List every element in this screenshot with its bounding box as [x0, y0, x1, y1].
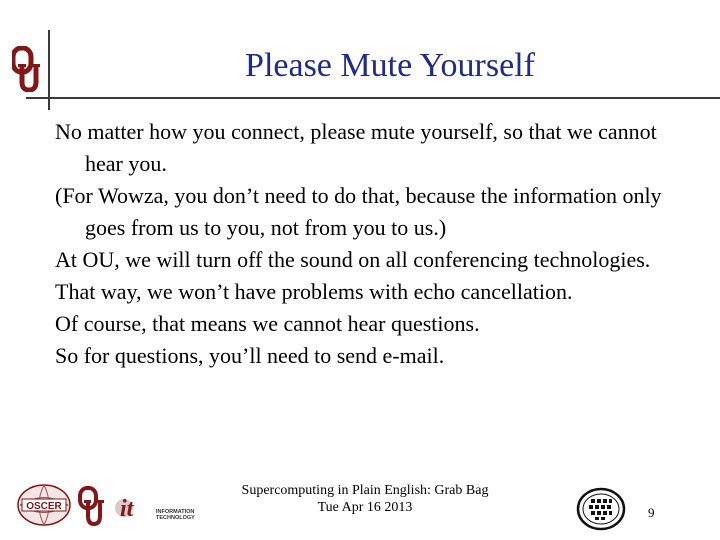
footer-logos [14, 480, 204, 530]
slide-title: Please Mute Yourself [245, 47, 535, 84]
bullet-paragraph: No matter how you connect, please mute yourself, so that we cannot hear you. [55, 119, 657, 176]
footer-course-title: Supercomputing in Plain English: Grab Bag [241, 483, 489, 498]
it-logo-text-1: INFORMATION [156, 509, 195, 515]
ou-logo-icon [12, 46, 46, 92]
it-logo-text-2: TECHNOLOGY [156, 515, 195, 521]
supercomputing-emblem-icon [576, 487, 626, 531]
slide-body [55, 116, 695, 372]
bullet-paragraph: At OU, we will turn off the sound on all conferencing technologies. [55, 247, 651, 272]
footer-date: Tue Apr 16 2013 [317, 500, 413, 515]
bullet-paragraph: (For Wowza, you don’t need to do that, because the information only goes from us to you, not from you to us.) [55, 183, 662, 240]
bullet-paragraph: That way, we won’t have problems with echo cancellation. [55, 279, 573, 304]
bullet-paragraph: Of course, that means we cannot hear questions. [55, 311, 480, 336]
oscer-logo-text: OSCER [26, 501, 62, 512]
bullet-paragraph: So for questions, you’ll need to send e-mail. [55, 343, 445, 368]
it-logo-icon [115, 496, 195, 522]
footer-text [215, 482, 515, 516]
slide-number: 9 [648, 505, 655, 520]
header-horizontal-rule [26, 97, 720, 99]
ou-footer-logo-icon [80, 488, 104, 524]
oscer-logo-icon [18, 485, 70, 525]
it-logo-mark: it [120, 496, 134, 522]
